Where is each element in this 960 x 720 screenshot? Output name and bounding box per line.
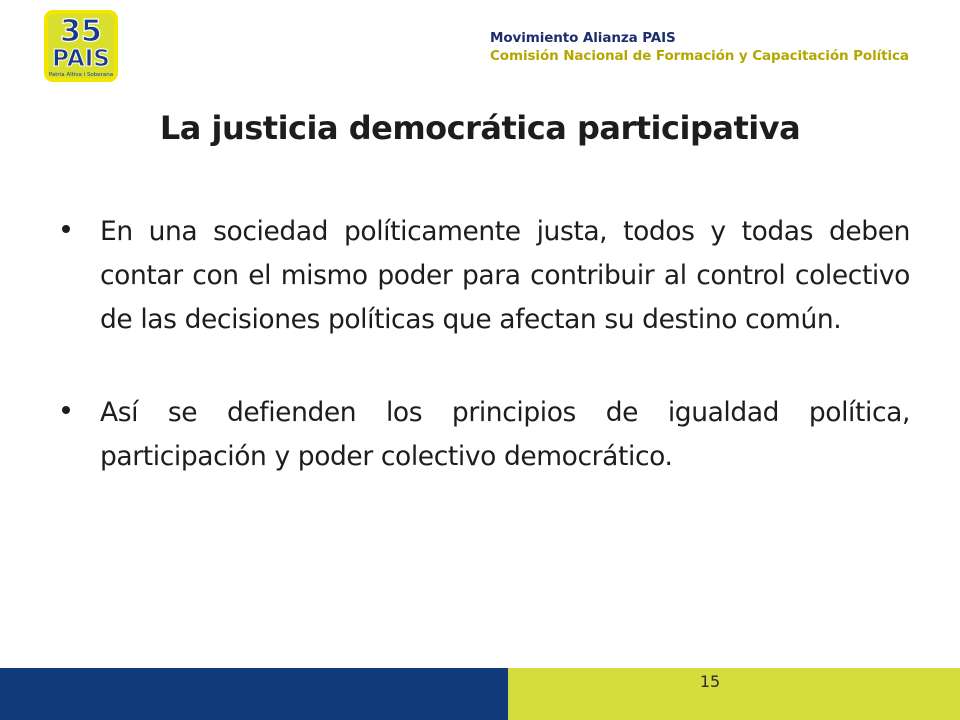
bullet-icon: [62, 406, 70, 414]
svg-text:Patria Altiva i Soberana: Patria Altiva i Soberana: [48, 72, 114, 78]
bullet-text: Así se defienden los principios de igualdad política, participación y poder colectivo democrático.: [100, 397, 910, 472]
alianza-pais-logo: [44, 10, 118, 82]
footer-bar: [0, 668, 960, 720]
slide-title: La justicia democrática participativa: [159, 109, 801, 147]
footer-right-band: [508, 668, 960, 720]
bullet-icon: [62, 225, 70, 233]
bullet-item: [62, 210, 910, 342]
organization-header: [490, 30, 909, 65]
organization-subtitle: Comisión Nacional de Formación y Capacitación Política: [490, 48, 909, 64]
bullet-item: [62, 391, 910, 479]
organization-name: Movimiento Alianza PAIS: [490, 30, 676, 46]
bullet-text: En una sociedad políticamente justa, todos y todas deben contar con el mismo poder para contribuir al control colectivo de las decisiones políticas que afectan su destino común.: [100, 216, 910, 335]
footer-left-band: [0, 668, 508, 720]
svg-text:35: 35: [60, 14, 102, 49]
bullet-list: [62, 210, 910, 528]
svg-text:PAIS: PAIS: [52, 46, 110, 72]
page-number: 15: [699, 672, 721, 691]
